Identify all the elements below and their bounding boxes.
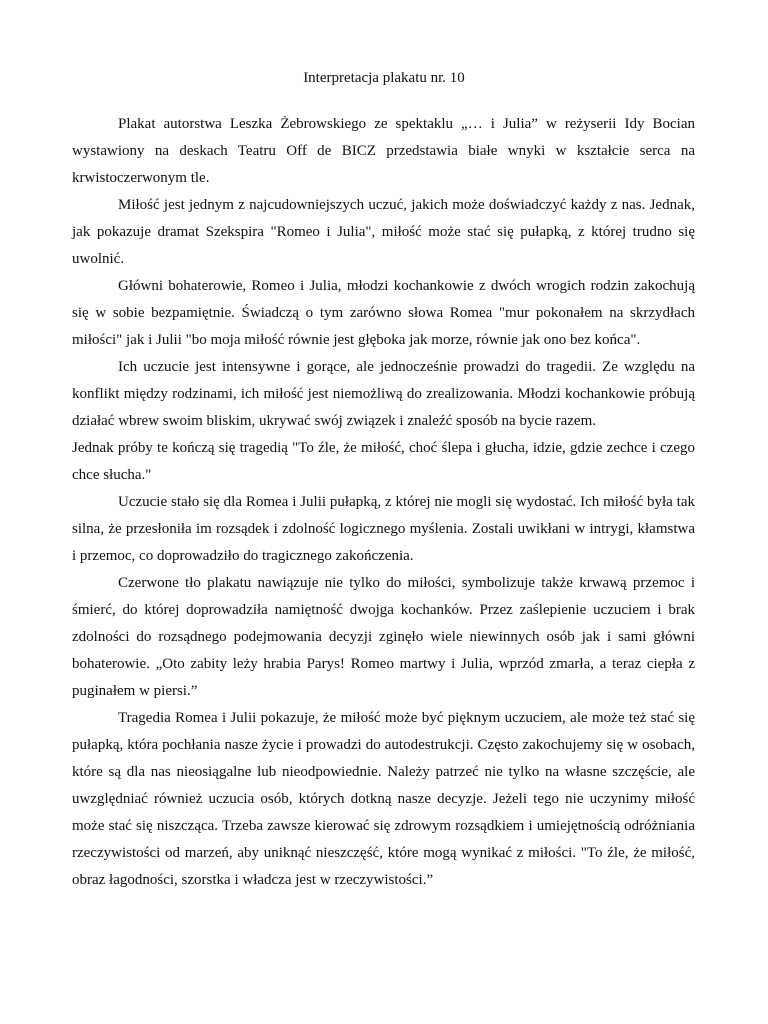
document-body	[72, 111, 695, 894]
paragraph-2: Miłość jest jednym z najcudowniejszych uczuć, jakich może doświadczyć każdy z nas. Jednak, jak pokazuje dramat Szekspira "Romeo i Julia", miłość może stać się pułapką, z której trudno się uwolnić.	[72, 197, 695, 267]
paragraph-1: Plakat autorstwa Leszka Żebrowskiego ze spektaklu „… i Julia” w reżyserii Idy Bocian wystawiony na deskach Teatru Off de BICZ przedstawia białe wnyki w kształcie serca na krwistoczerwonym tle.	[72, 116, 695, 186]
paragraph-5: Jednak próby te kończą się tragedią "To źle, że miłość, choć ślepa i głucha, idzie, gdzie zechce i czego chce słucha."	[72, 440, 695, 483]
paragraph-6: Uczucie stało się dla Romea i Julii pułapką, z której nie mogli się wydostać. Ich miłość była tak silna, że przesłoniła im rozsądek i zdolność logicznego myślenia. Zostali uwikłani w intrygi, kłamstwa i przemoc, co doprowadziło do tragicznego zakończenia.	[72, 494, 695, 564]
paragraph-3: Główni bohaterowie, Romeo i Julia, młodzi kochankowie z dwóch wrogich rodzin zakochują się w sobie bezpamiętnie. Świadczą o tym zarówno słowa Romea "mur pokonałem na skrzydłach miłości" jak i Julii "bo moja miłość równie jest głęboka jak morze, równie jak ono bez końca".	[72, 278, 695, 348]
paragraph-7: Czerwone tło plakatu nawiązuje nie tylko do miłości, symbolizuje także krwawą przemoc i śmierć, do której doprowadziła namiętność dwojga kochanków. Przez zaślepienie uczuciem i brak zdolności do rozsądnego podejmowania decyzji zginęło wiele niewinnych osób jak i sami główni bohaterowie. „Oto zabity leży hrabia Parys! Romeo martwy i Julia, wprzód zmarła, a teraz ciepła z puginałem w piersi.”	[72, 575, 695, 699]
paragraph-8: Tragedia Romea i Julii pokazuje, że miłość może być pięknym uczuciem, ale może też stać się pułapką, która pochłania nasze życie i prowadzi do autodestrukcji. Często zakochujemy się w osobach, które są dla nas nieosiągalne lub nieodpowiednie. Należy patrzeć nie tylko na własne szczęście, ale uwzględniać również uczucia osób, których dotkną nasze decyzje. Jeżeli tego nie uczynimy miłość może stać się niszcząca. Trzeba zawsze kierować się zdrowym rozsądkiem i umiejętnością odróżniania rzeczywistości od marzeń, aby uniknąć nieszczęść, które mogą wynikać z miłości. "To źle, że miłość, obraz łagodności, szorstka i władcza jest w rzeczywistości.”	[72, 710, 695, 888]
paragraph-4: Ich uczucie jest intensywne i gorące, ale jednocześnie prowadzi do tragedii. Ze względu na konflikt między rodzinami, ich miłość jest niemożliwą do zrealizowania. Młodzi kochankowie próbują działać wbrew swoim bliskim, ukrywać swój związek i znaleźć sposób na bycie razem.	[72, 359, 695, 429]
page-title: Interpretacja plakatu nr. 10	[303, 70, 465, 86]
